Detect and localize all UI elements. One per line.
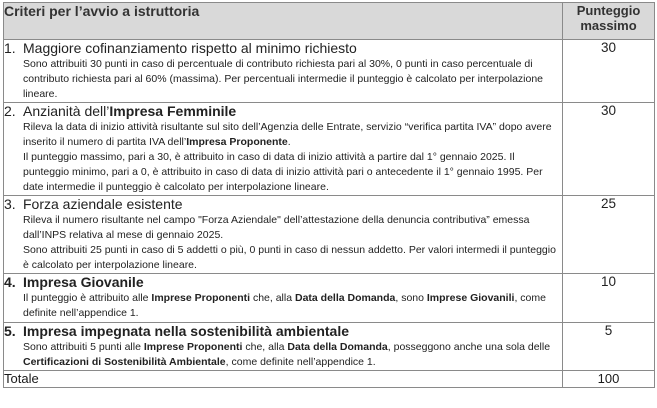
description-text: che, alla [250, 292, 295, 304]
description-text: , come definite nell’appendice 1. [225, 356, 376, 368]
description-bold: Imprese Giovanili [426, 292, 515, 304]
criterion-title-bold: Impresa Femminile [109, 103, 237, 119]
criterion-description: Sono attribuiti 30 punti in caso di percentuale di contributo richiesta pari al 30%, 0 punti in caso percentuale di contributo richiesta pari al 60% (massima). Per percentuali intermedie il punteggio è calcolato per interpolazione lineare. [23, 58, 544, 100]
table-row [4, 323, 655, 371]
description-bold: Certificazioni di Sostenibilità Ambientale [23, 356, 226, 368]
description-text: . [287, 136, 291, 148]
criterion-number: 1. [4, 40, 16, 56]
description-text: che, alla [242, 341, 288, 353]
criterion-title-text: Impresa impegnata nella sostenibilità ambientale [23, 323, 349, 339]
header-score [563, 3, 655, 40]
table-row [4, 196, 655, 274]
criterion-cell [4, 196, 563, 274]
header-criteria: Criteri per l’avvio a istruttoria [4, 3, 563, 40]
total-row [4, 371, 655, 388]
criterion-cell [4, 103, 563, 196]
description-bold: Impresa Proponente [186, 136, 288, 148]
table-row [4, 103, 655, 196]
description-text: , posseggono anche una sola delle [387, 341, 551, 353]
criterion-score: 10 [563, 274, 655, 323]
criterion-title [4, 196, 562, 213]
description-text: Il punteggio è attribuito alle [23, 292, 152, 304]
table-row [4, 274, 655, 323]
criteria-table [3, 2, 655, 388]
total-value: 100 [563, 371, 655, 388]
criterion-description [4, 340, 562, 370]
criterion-description [4, 291, 562, 321]
criterion-number: 3. [4, 196, 16, 212]
criterion-title [4, 103, 562, 120]
criterion-title-text: Forza aziendale esistente [23, 196, 183, 212]
description-bold: Imprese Proponenti [143, 341, 243, 353]
description-text: , come definite nell’appendice 1. [23, 292, 546, 319]
criterion-score: 25 [563, 196, 655, 274]
criterion-title-part: Anzianità dell’ [23, 103, 110, 119]
criterion-description [4, 120, 562, 195]
criterion-cell [4, 274, 563, 323]
header-score-line1: Punteggio [576, 3, 641, 18]
criterion-number: 5. [4, 323, 16, 339]
total-label: Totale [4, 371, 563, 388]
criterion-number: 4. [4, 274, 16, 290]
description-bold: Data della Domanda [287, 341, 388, 353]
header-row [4, 3, 655, 40]
description-text: Rileva il numero risultante nel campo "Forza Aziendale" dell’attestazione della denuncia contributiva” emessa dall’INPS relativa al mese di gennaio 2025. [23, 214, 530, 241]
criterion-score: 5 [563, 323, 655, 371]
description-text: Rileva la data di inizio attività risultante sul sito dell’Agenzia delle Entrate, servizio “verifica partita IVA” dopo avere inserito il numero di partita IVA dell’ [23, 121, 552, 148]
description-bold: Data della Domanda [294, 292, 396, 304]
criterion-title-text: Maggiore cofinanziamento rispetto al minimo richiesto [23, 40, 357, 56]
criterion-score: 30 [563, 103, 655, 196]
criterion-score: 30 [563, 40, 655, 103]
criterion-title [4, 323, 562, 340]
description-text: , sono [395, 292, 427, 304]
description-text: Il punteggio massimo, pari a 30, è attribuito in caso di data di inizio attività a partire dal 1° gennaio 2025. Il punteggio minimo, pari a 0, è attribuito in caso di data di inizio attività pari o antecedente il 1° gennaio 1995. Per date intermedie il punteggio è calcolato per interpolazione lineare. [23, 151, 543, 193]
description-text: Sono attribuiti 25 punti in caso di 5 addetti o più, 0 punti in caso di nessun addetto. Per valori intermedi il punteggio è calcolato per interpolazione lineare. [23, 244, 556, 271]
criterion-title-text [23, 103, 236, 120]
description-text: Sono attribuiti 5 punti alle [23, 341, 144, 353]
table-row [4, 40, 655, 103]
criterion-title [4, 40, 562, 57]
header-score-line2: massimo [580, 18, 637, 33]
criterion-cell [4, 323, 563, 371]
criterion-title-text: Impresa Giovanile [23, 274, 144, 290]
description-bold: Imprese Proponenti [151, 292, 251, 304]
criterion-number: 2. [4, 103, 16, 119]
criterion-title [4, 274, 562, 291]
criterion-cell [4, 40, 563, 103]
criterion-description [4, 213, 562, 273]
